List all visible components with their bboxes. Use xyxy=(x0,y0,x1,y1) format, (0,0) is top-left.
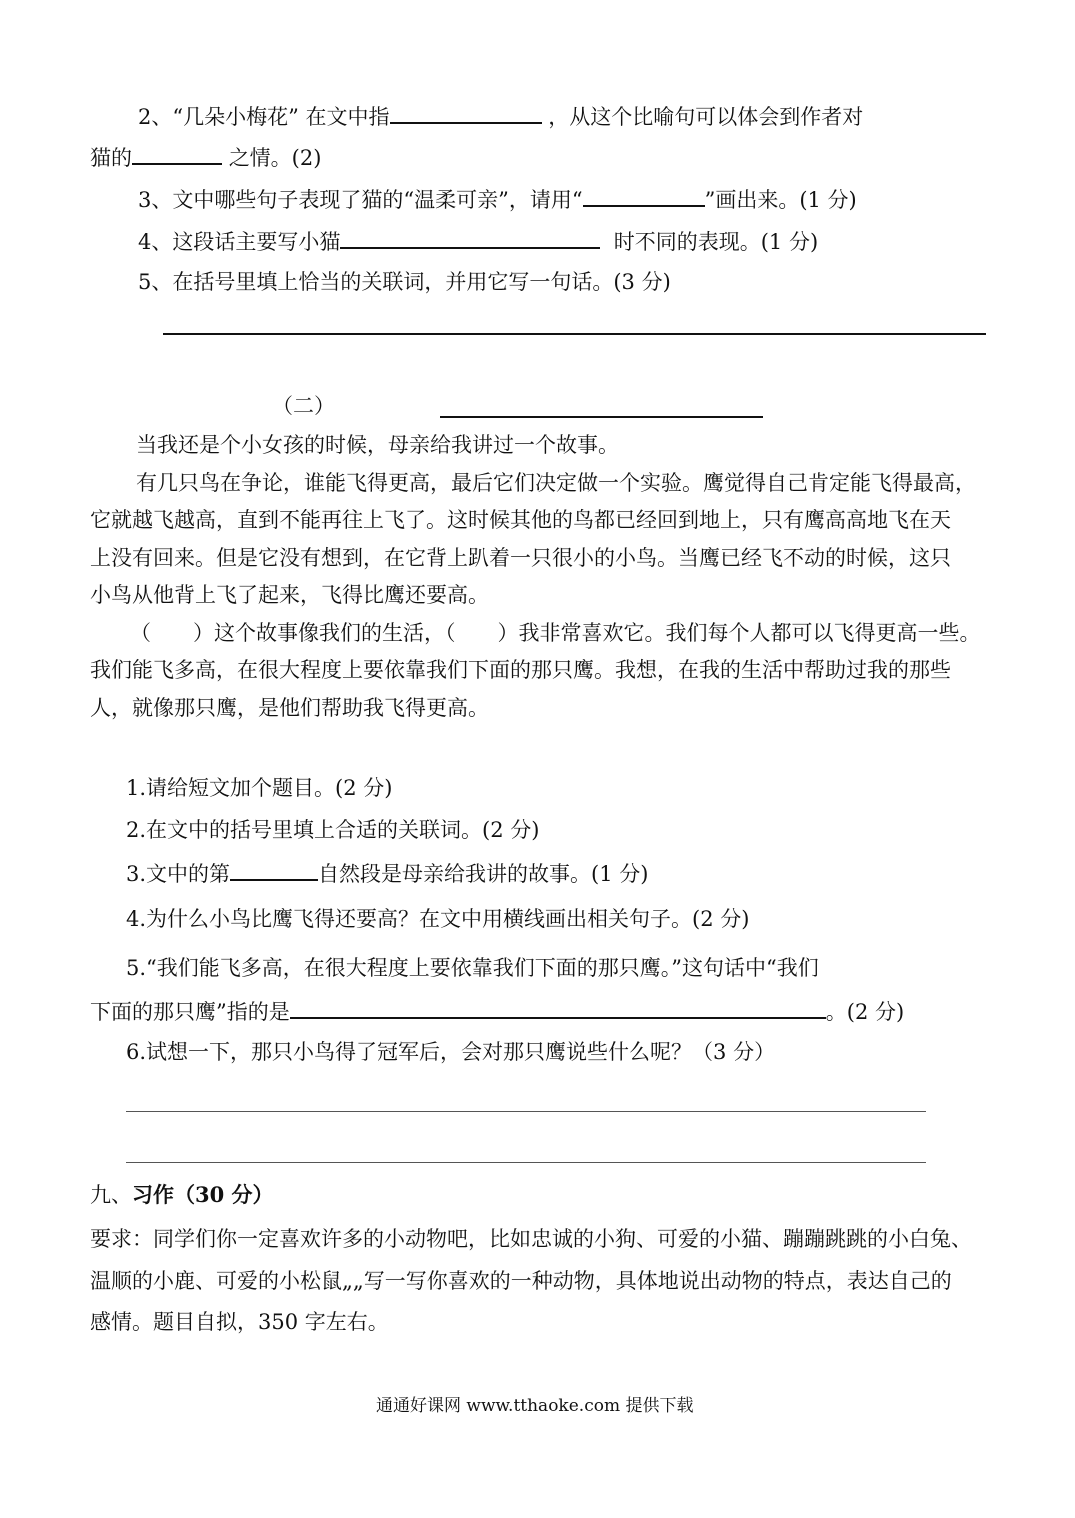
question-6: 6.试想一下，那只小鸟得了冠军后，会对那只鹰说些什么呢？（3 分） xyxy=(126,1040,776,1064)
answer-blank[interactable] xyxy=(230,857,318,881)
question-4: 4.为什么小鸟比鹰飞得还要高？在文中用横线画出相关句子。(2 分) xyxy=(126,907,750,931)
section-heading: （二） xyxy=(272,394,335,418)
answer-line[interactable] xyxy=(126,1162,926,1163)
writing-requirement-line: 要求：同学们你一定喜欢许多的小动物吧，比如忠诚的小狗、可爱的小猫、蹦蹦跳跳的小白兔、 xyxy=(90,1227,972,1251)
question-2-line-2: 猫的 之情。(2) xyxy=(90,141,321,173)
question-1: 1.请给短文加个题目。(2 分) xyxy=(126,776,393,800)
passage-paragraph-2-line: 有几只鸟在争论，谁能飞得更高，最后它们决定做一个实验。鹰觉得自己肯定能飞得最高， xyxy=(136,471,976,495)
footer-text: 通通好课网 www.tthaoke.com 提供下载 xyxy=(376,1396,694,1416)
answer-line[interactable] xyxy=(126,1111,926,1112)
title-answer-line[interactable] xyxy=(440,416,763,418)
passage-paragraph-2-line: 上没有回来。但是它没有想到，在它背上趴着一只很小的小鸟。当鹰已经飞不动的时候，这只 xyxy=(90,546,951,570)
question-5-line-1: 5.“我们能飞多高，在很大程度上要依靠我们下面的那只鹰。”这句话中“我们 xyxy=(126,956,819,980)
passage-paragraph-2-line: 小鸟从他背上飞了起来，飞得比鹰还要高。 xyxy=(90,583,489,607)
writing-requirement-line: 感情。题目自拟，350 字左右。 xyxy=(90,1310,389,1334)
answer-blank[interactable] xyxy=(583,183,705,207)
section-title: 九、习作（30 分） xyxy=(90,1182,274,1207)
answer-line[interactable] xyxy=(163,333,986,335)
passage-paragraph-1: 当我还是个小女孩的时候，母亲给我讲过一个故事。 xyxy=(136,433,619,457)
question-5-line-2: 下面的那只鹰”指的是 。(2 分) xyxy=(90,995,904,1027)
question-2-line-1: 2、“几朵小梅花” 在文中指 ，从这个比喻句可以体会到作者对 xyxy=(138,100,863,132)
answer-blank[interactable] xyxy=(132,141,222,165)
question-3: 3.文中的第 自然段是母亲给我讲的故事。(1 分) xyxy=(126,857,648,889)
answer-blank[interactable] xyxy=(290,995,826,1019)
passage-paragraph-2-line: 它就越飞越高，直到不能再往上飞了。这时候其他的鸟都已经回到地上，只有鹰高高地飞在天 xyxy=(90,508,951,532)
passage-paragraph-3-line: （ ）这个故事像我们的生活，（ ）我非常喜欢它。我们每个人都可以飞得更高一些。 xyxy=(130,621,981,645)
question-3: 3、文中哪些句子表现了猫的“温柔可亲”，请用“ ”画出来。(1 分) xyxy=(138,183,857,215)
writing-requirement-line: 温顺的小鹿、可爱的小松鼠„„写一写你喜欢的一种动物，具体地说出动物的特点，表达自己的 xyxy=(90,1269,952,1293)
answer-blank[interactable] xyxy=(390,100,542,124)
question-5: 5、在括号里填上恰当的关联词，并用它写一句话。(3 分) xyxy=(138,270,671,294)
answer-blank[interactable] xyxy=(340,225,600,249)
passage-paragraph-3-line: 我们能飞多高，在很大程度上要依靠我们下面的那只鹰。我想，在我的生活中帮助过我的那些 xyxy=(90,658,951,682)
question-2: 2.在文中的括号里填上合适的关联词。(2 分) xyxy=(126,818,540,842)
passage-paragraph-3-line: 人，就像那只鹰，是他们帮助我飞得更高。 xyxy=(90,696,489,720)
question-4: 4、这段话主要写小猫 时不同的表现。(1 分) xyxy=(138,225,818,257)
